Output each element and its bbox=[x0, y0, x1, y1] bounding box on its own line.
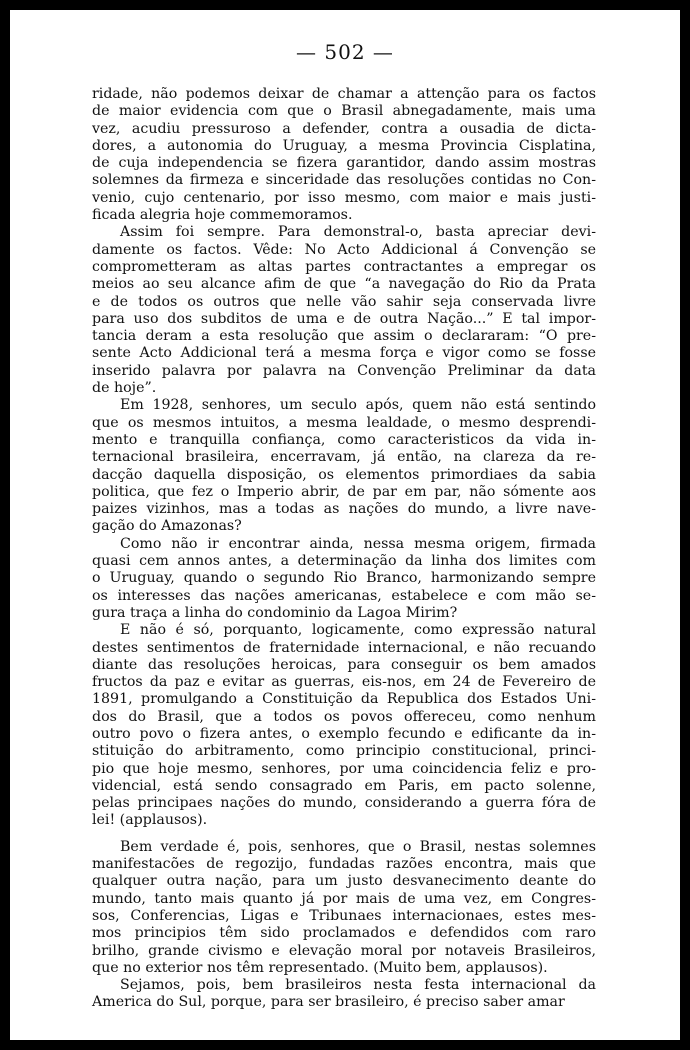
text-line: quasi cem annos antes, a determinação da linha dos limites com bbox=[92, 553, 596, 570]
text-line: de hoje”. bbox=[92, 380, 157, 397]
text-line: dores, a autonomia do Uruguay, a mesma Provincia Cisplatina, bbox=[92, 137, 596, 154]
paragraph bbox=[92, 839, 596, 977]
text-line: gura traça a linha do condominio da Lagoa Mirim? bbox=[92, 604, 458, 621]
text-line: Em 1928, senhores, um seculo após, quem não está sentindo bbox=[120, 397, 596, 414]
text-line: e de todos os outros que nelle vão sahir seja conservada livre bbox=[92, 293, 596, 310]
text-line: manifestacões de regozijo, fundadas razões encontra, mais que bbox=[92, 856, 596, 873]
text-line: para uso dos subditos de uma e de outra Nação...” E tal impor- bbox=[92, 310, 596, 327]
text-line: Bem verdade é, pois, senhores, que o Brasil, nestas solemnes bbox=[120, 838, 596, 855]
text-line: inserido palavra por palavra na Convenção Preliminar da data bbox=[92, 362, 596, 379]
text-line: solemnes da firmeza e sinceridade das resoluções contidas no Con- bbox=[92, 172, 596, 189]
paragraph bbox=[92, 536, 596, 622]
text-line: E não é só, porquanto, logicamente, como expressão natural bbox=[120, 622, 596, 639]
text-line: America do Sul, porque, para ser brasileiro, é preciso saber amar bbox=[92, 994, 565, 1011]
text-line: o Uruguay, quando o segundo Rio Branco, harmonizando sempre bbox=[92, 570, 596, 587]
paragraph-gap bbox=[92, 830, 596, 839]
paragraph bbox=[92, 86, 596, 224]
page-number: — 502 — bbox=[296, 40, 394, 64]
text-line: que no exterior nos têm representado. (Muito bem, applausos). bbox=[92, 959, 548, 976]
text-line: ficada alegria hoje commemoramos. bbox=[92, 207, 353, 224]
text-line: Assim foi sempre. Para demonstral-o, basta apreciar devi- bbox=[120, 224, 596, 241]
text-line: gação do Amazonas? bbox=[92, 518, 242, 535]
text-line: politica, que fez o Imperio abrir, de par em par, não sómente aos bbox=[92, 483, 596, 500]
text-line: videncial, está sendo consagrado em Paris, em pacto solenne, bbox=[92, 777, 596, 794]
paragraph bbox=[92, 397, 596, 535]
paragraph bbox=[92, 977, 596, 1012]
text-line: os interesses das nações americanas, estabelece e com mão se- bbox=[92, 587, 596, 604]
text-line: 1891, promulgando a Constituição da Republica dos Estados Uni- bbox=[92, 691, 596, 708]
text-line: dos do Brasil, que a todos os povos offereceu, como nenhum bbox=[92, 708, 596, 725]
text-line: mundo, tanto mais quanto já por mais de uma vez, em Congres- bbox=[92, 890, 596, 907]
body-text bbox=[92, 86, 596, 1012]
text-line: Como não ir encontrar ainda, nessa mesma origem, firmada bbox=[120, 535, 596, 552]
text-line: tancia deram a esta resolução que assim o declararam: “O pre- bbox=[92, 328, 596, 345]
paragraph bbox=[92, 622, 596, 830]
text-line: brilho, grande civismo e elevação moral por notaveis Brasileiros, bbox=[92, 942, 596, 959]
text-line: fructos da paz e evitar as guerras, eis-nos, em 24 de Fevereiro de bbox=[92, 674, 596, 691]
text-line: dacção daquella disposição, os elementos primordiaes da sabia bbox=[92, 466, 596, 483]
text-line: sente Acto Addicional terá a mesma força e vigor como se fosse bbox=[92, 345, 596, 362]
text-line: vez, acudiu pressuroso a defender, contra a ousadia de dicta- bbox=[92, 120, 596, 137]
text-line: ternacional brasileira, encerravam, já então, na clareza da re- bbox=[92, 449, 596, 466]
text-line: mento e tranquilla confiança, como caracteristicos da vida in- bbox=[92, 431, 596, 448]
text-line: paizes vizinhos, mas a todas as nações do mundo, a livre nave- bbox=[92, 501, 596, 518]
text-line: destes sentimentos de fraternidade internacional, e não recuando bbox=[92, 639, 596, 656]
text-line: qualquer outra nação, para um justo desvanecimento deante do bbox=[92, 873, 596, 890]
text-line: pio que hoje mesmo, senhores, por uma coincidencia feliz e pro- bbox=[92, 760, 596, 777]
text-line: stituição do arbitramento, como principio constitucional, princi- bbox=[92, 743, 596, 760]
text-line: lei! (applausos). bbox=[92, 812, 208, 829]
text-line: de maior evidencia com que o Brasil abnegadamente, mais uma bbox=[92, 103, 596, 120]
text-line: comprometteram as altas partes contractantes a empregar os bbox=[92, 258, 596, 275]
paragraph bbox=[92, 224, 596, 397]
text-line: diante das resoluções heroicas, para conseguir os bem amados bbox=[92, 656, 596, 673]
text-line: meios ao seu alcance afim de que “a navegação do Rio da Prata bbox=[92, 276, 596, 293]
text-line: mos principios têm sido proclamados e defendidos com raro bbox=[92, 925, 596, 942]
text-line: damente os factos. Vêde: No Acto Addicional á Convenção se bbox=[92, 241, 596, 258]
text-line: sos, Conferencias, Ligas e Tribunaes internacionaes, estes mes- bbox=[92, 907, 596, 924]
text-line: ridade, não podemos deixar de chamar a attenção para os factos bbox=[92, 86, 596, 102]
text-line: que os mesmos intuitos, a mesma lealdade, o mesmo desprendi- bbox=[92, 414, 596, 431]
book-page bbox=[10, 10, 680, 1040]
text-line: Sejamos, pois, bem brasileiros nesta festa internacional da bbox=[120, 977, 596, 994]
text-line: de cuja independencia se fizera garantidor, dando assim mostras bbox=[92, 155, 596, 172]
text-line: pelas principaes nações do mundo, considerando a guerra fóra de bbox=[92, 795, 596, 812]
text-line: outro povo o fizera antes, o exemplo fecundo e edificante da in- bbox=[92, 725, 596, 742]
text-line: venio, cujo centenario, por isso mesmo, com maior e mais justi- bbox=[92, 189, 596, 206]
